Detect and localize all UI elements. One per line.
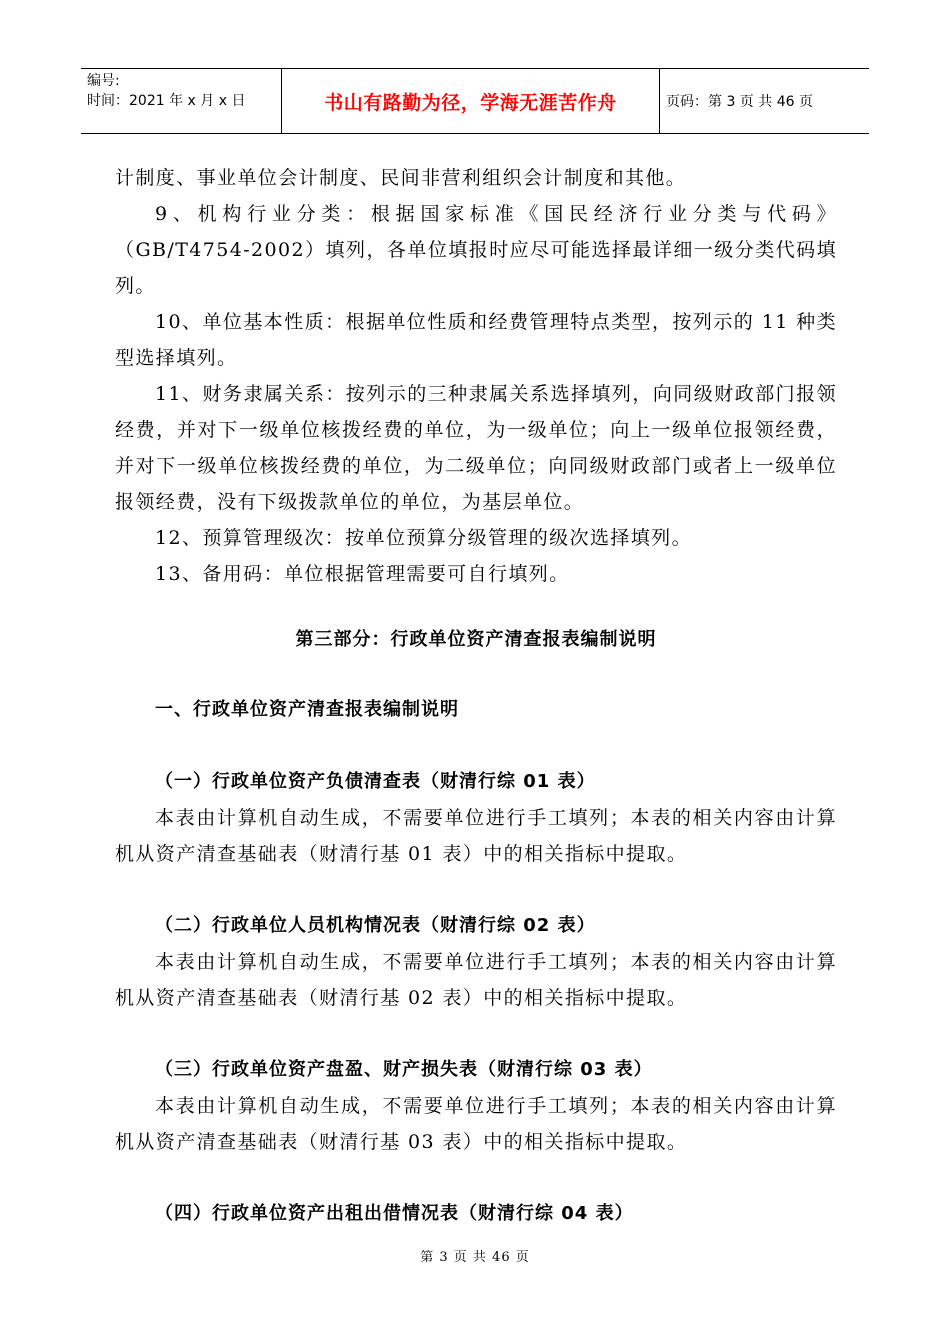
paragraph: 11、财务隶属关系：按列示的三种隶属关系选择填列，向同级财政部门报领经费，并对下一级单位核拨经费的单位，为一级单位；向上一级单位报领经费，并对下一级单位核拨经费的单位，为二级单位；向同级财政部门或者上一级单位报领经费，没有下级拨款单位的单位，为基层单位。 bbox=[115, 383, 837, 513]
paragraph: 本表由计算机自动生成，不需要单位进行手工填列；本表的相关内容由计算机从资产清查基础表（财清行基 03 表）中的相关指标中提取。 bbox=[115, 1095, 837, 1153]
page-footer: 第 3 页 共 46 页 bbox=[420, 1250, 530, 1265]
subsection-heading: （一）行政单位资产负债清查表（财清行综 01 表） bbox=[155, 771, 596, 792]
subsection-heading: （三）行政单位资产盘盈、财产损失表（财清行综 03 表） bbox=[155, 1059, 653, 1080]
paragraph: 本表由计算机自动生成，不需要单位进行手工填列；本表的相关内容由计算机从资产清查基础表（财清行基 01 表）中的相关指标中提取。 bbox=[115, 807, 837, 865]
document-time-label: 时间：2021 年 x 月 x 日 bbox=[87, 93, 246, 109]
paragraph: 10、单位基本性质：根据单位性质和经费管理特点类型，按列示的 11 种类型选择填列。 bbox=[115, 311, 837, 369]
header-motto: 书山有路勤为径，学海无涯苦作舟 bbox=[282, 69, 660, 133]
paragraph: 12、预算管理级次：按单位预算分级管理的级次选择填列。 bbox=[155, 527, 692, 549]
paragraph: 计制度、事业单位会计制度、民间非营利组织会计制度和其他。 bbox=[115, 167, 687, 189]
document-number-label: 编号: bbox=[87, 73, 120, 89]
subsection-heading: （四）行政单位资产出租出借情况表（财清行综 04 表） bbox=[155, 1203, 634, 1224]
subsection-heading: （二）行政单位人员机构情况表（财清行综 02 表） bbox=[155, 915, 596, 936]
paragraph: 13、备用码：单位根据管理需要可自行填列。 bbox=[155, 563, 570, 585]
part-title: 第三部分：行政单位资产清查报表编制说明 bbox=[295, 629, 657, 650]
page-header bbox=[81, 68, 869, 134]
paragraph: 本表由计算机自动生成，不需要单位进行手工填列；本表的相关内容由计算机从资产清查基础表（财清行基 02 表）中的相关指标中提取。 bbox=[115, 951, 837, 1009]
section-heading: 一、行政单位资产清查报表编制说明 bbox=[155, 699, 459, 720]
paragraph: 9、机构行业分类：根据国家标准《国民经济行业分类与代码》（GB/T4754-2002）填列，各单位填报时应尽可能选择最详细一级分类代码填列。 bbox=[115, 203, 837, 297]
header-meta bbox=[81, 69, 282, 133]
header-page-info: 页码：第 3 页 共 46 页 bbox=[666, 94, 813, 110]
document-body bbox=[115, 160, 837, 1232]
